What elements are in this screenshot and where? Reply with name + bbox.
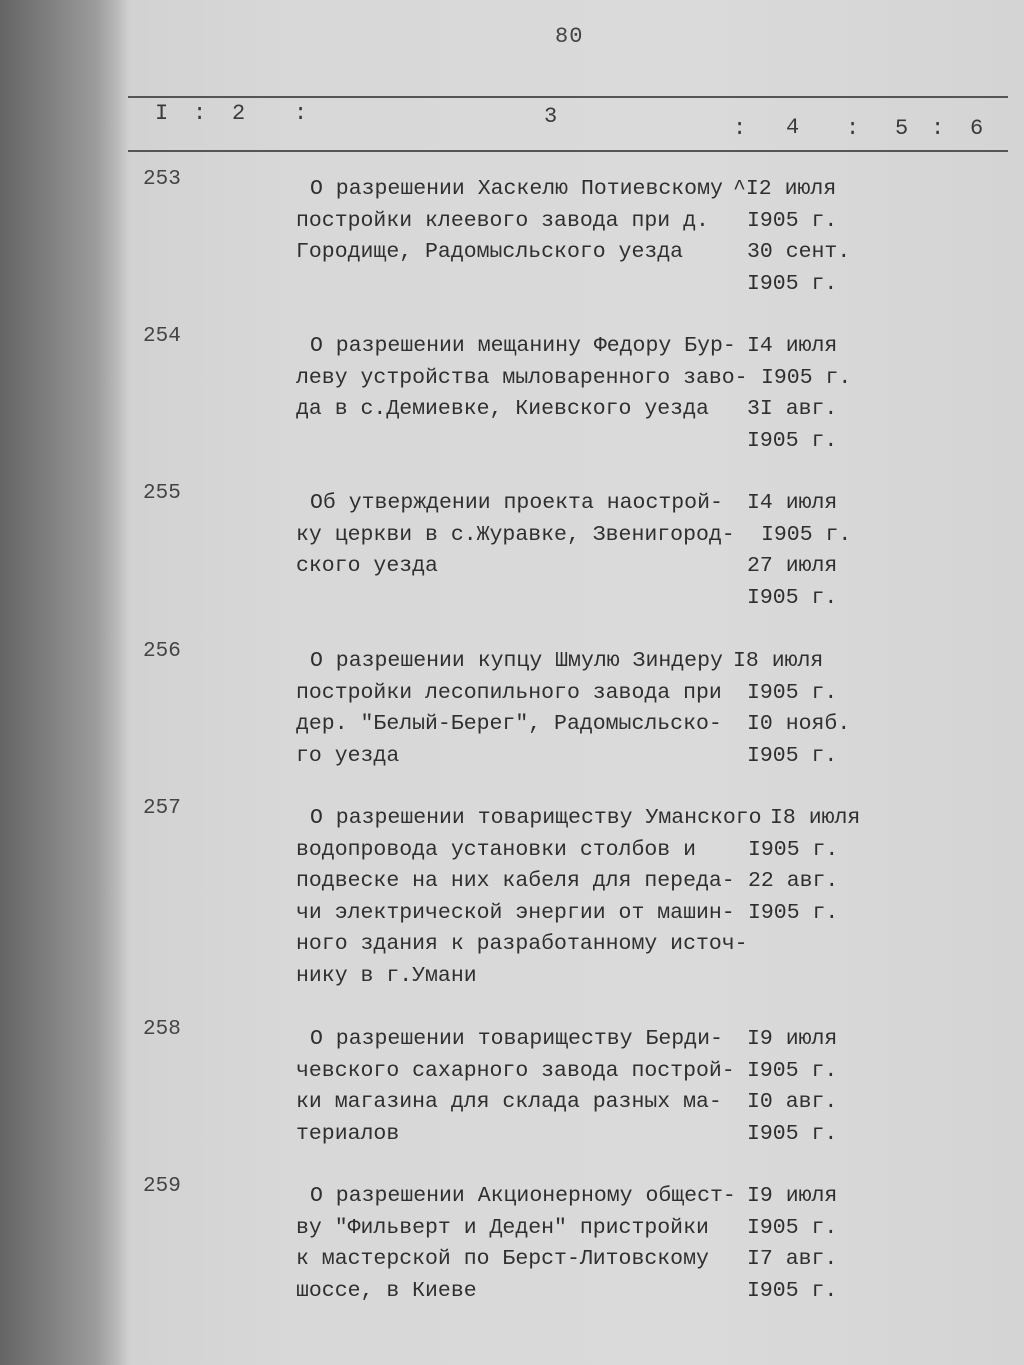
date-end: 3I авг. bbox=[747, 397, 838, 421]
column-separator: : bbox=[931, 116, 945, 141]
description-line: О разрешении Акционерному общест- bbox=[310, 1184, 736, 1208]
description-line: ки магазина для склада разных ма- bbox=[296, 1090, 722, 1114]
date-end: 30 сент. bbox=[747, 240, 851, 264]
entry-dates bbox=[747, 331, 867, 457]
column-header-4: 4 bbox=[786, 115, 800, 140]
entry-number: 253 bbox=[143, 168, 181, 191]
description-line: ного здания к разработанному источ- bbox=[296, 932, 748, 956]
date-end: I0 нояб. bbox=[747, 712, 851, 736]
description-line: ву "Фильверт и Деден" пристройки bbox=[296, 1215, 709, 1240]
date-start: I9 июля bbox=[747, 1184, 838, 1208]
description-line: шоссе, в Киеве bbox=[296, 1278, 477, 1303]
description-line: нику в г.Умани bbox=[296, 963, 477, 988]
description-line: дер. "Белый-Берег", Радомысльско- bbox=[296, 712, 722, 736]
column-separator: : bbox=[846, 116, 860, 141]
date-start-year: I905 г. bbox=[747, 208, 838, 233]
entry-dates bbox=[733, 646, 853, 772]
description-line: О разрешении товариществу Берди- bbox=[310, 1027, 723, 1051]
date-start: ^I2 июля bbox=[733, 177, 837, 201]
date-end-year: I905 г. bbox=[747, 743, 838, 768]
date-end: I0 авг. bbox=[747, 1090, 838, 1114]
date-start: I4 июля bbox=[747, 491, 838, 515]
date-end-year: I905 г. bbox=[748, 900, 839, 925]
description-line: постройки клеевого завода при д. bbox=[296, 208, 709, 233]
description-line: чевского сахарного завода построй- bbox=[296, 1058, 735, 1083]
entry-number: 255 bbox=[143, 482, 181, 505]
date-start: I4 июля bbox=[747, 334, 838, 358]
description-line: О разрешении купцу Шмулю Зиндеру bbox=[310, 649, 723, 673]
entry-dates bbox=[748, 803, 890, 929]
column-header-5: 5 bbox=[895, 116, 909, 141]
entry-dates bbox=[733, 174, 853, 300]
page-number: 80 bbox=[555, 24, 584, 49]
entry-description bbox=[296, 1181, 756, 1307]
column-separator: : bbox=[733, 116, 747, 141]
description-line: подвеске на них кабеля для переда- bbox=[296, 869, 735, 893]
entry-description bbox=[296, 646, 756, 772]
date-end: 27 июля bbox=[747, 554, 838, 578]
date-end-year: I905 г. bbox=[747, 1121, 838, 1146]
description-line: водопровода установки столбов и bbox=[296, 837, 696, 862]
entry-number: 259 bbox=[143, 1175, 181, 1198]
description-line: Об утверждении проекта наострой- bbox=[310, 491, 723, 515]
date-end: I7 авг. bbox=[747, 1247, 838, 1271]
previous-page-edge bbox=[0, 0, 125, 1365]
entry-description bbox=[296, 1024, 756, 1150]
entry-number: 258 bbox=[143, 1018, 181, 1041]
description-line: да в с.Демиевке, Киевского уезда bbox=[296, 397, 709, 421]
date-end-year: I905 г. bbox=[747, 585, 838, 610]
entry-dates bbox=[747, 488, 867, 614]
date-start-year: I905 г. bbox=[747, 1215, 838, 1240]
column-separator: : bbox=[294, 101, 308, 126]
date-start: I9 июля bbox=[747, 1027, 838, 1051]
date-start-year: I905 г. bbox=[761, 365, 852, 390]
date-start-year: I905 г. bbox=[747, 1058, 838, 1083]
header-top-rule bbox=[128, 96, 1008, 98]
entry-number: 256 bbox=[143, 640, 181, 663]
date-end: 22 авг. bbox=[748, 869, 839, 893]
entry-description bbox=[296, 174, 756, 269]
description-line: го уезда bbox=[296, 743, 400, 768]
description-line: леву устройства мыловаренного заво- bbox=[296, 365, 748, 390]
entry-number: 257 bbox=[143, 797, 181, 820]
entry-dates bbox=[747, 1181, 867, 1307]
entry-dates bbox=[747, 1024, 867, 1150]
entry-description bbox=[296, 488, 756, 583]
description-line: постройки лесопильного завода при bbox=[296, 680, 722, 705]
date-start-year: I905 г. bbox=[747, 680, 838, 705]
date-start-year: I905 г. bbox=[761, 522, 852, 547]
description-line: ку церкви в с.Журавке, Звенигород- bbox=[296, 522, 735, 547]
column-header-6: 6 bbox=[970, 116, 984, 141]
description-line: О разрешении мещанину Федору Бур- bbox=[310, 334, 736, 358]
date-start: I8 июля bbox=[770, 806, 861, 830]
entry-description bbox=[296, 331, 756, 426]
date-end-year: I905 г. bbox=[747, 271, 838, 296]
column-separator: : bbox=[193, 101, 207, 126]
description-line: териалов bbox=[296, 1121, 400, 1146]
description-line: ского уезда bbox=[296, 554, 438, 578]
description-line: Городище, Радомысльского уезда bbox=[296, 240, 684, 264]
header-bottom-rule bbox=[128, 150, 1008, 152]
date-start-year: I905 г. bbox=[748, 837, 839, 862]
description-line: чи электрической энергии от машин- bbox=[296, 900, 735, 925]
column-header-2: 2 bbox=[232, 101, 246, 126]
description-line: О разрешении Хаскелю Потиевскому bbox=[310, 177, 723, 201]
description-line: О разрешении товариществу Уманского bbox=[310, 806, 762, 830]
entry-number: 254 bbox=[143, 325, 181, 348]
column-header-1: I bbox=[155, 101, 169, 126]
date-start: I8 июля bbox=[733, 649, 824, 673]
date-end-year: I905 г. bbox=[747, 428, 838, 453]
entry-description bbox=[296, 803, 762, 992]
date-end-year: I905 г. bbox=[747, 1278, 838, 1303]
description-line: к мастерской по Берст-Литовскому bbox=[296, 1247, 709, 1271]
column-header-3: 3 bbox=[544, 104, 558, 129]
